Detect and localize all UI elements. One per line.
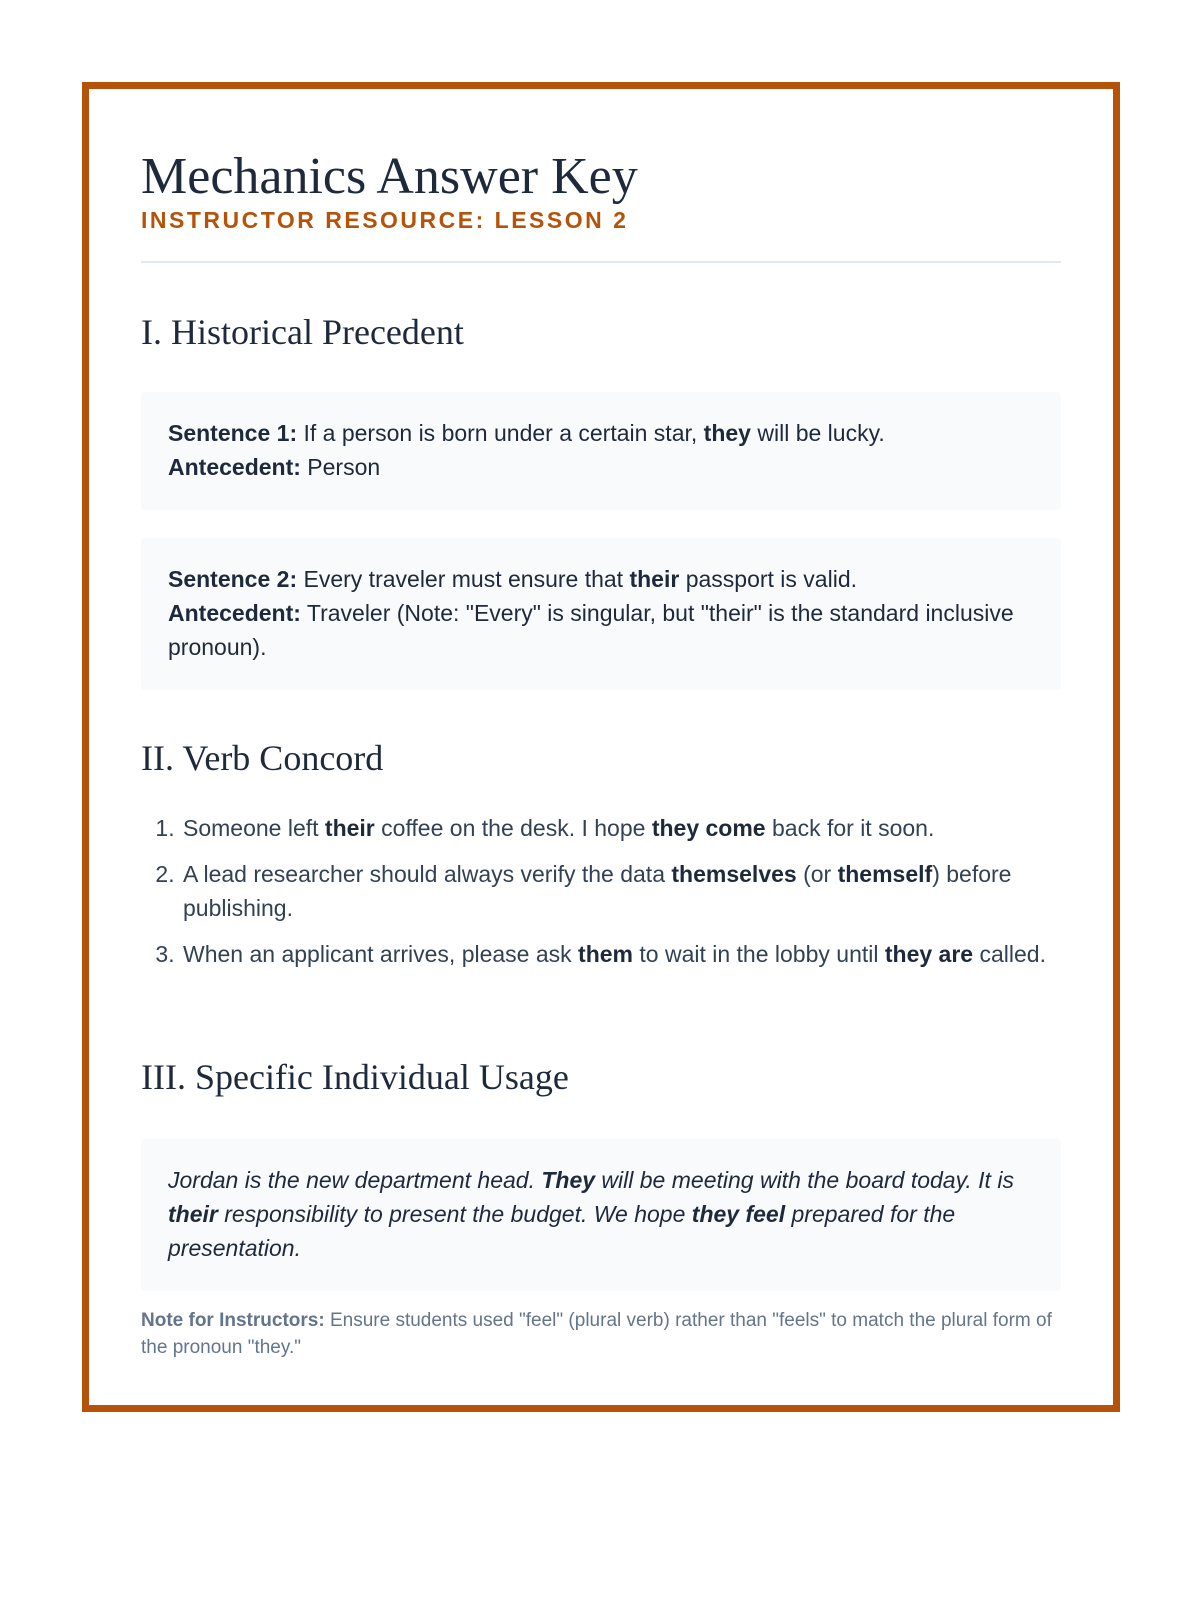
text: passport is valid. — [679, 566, 858, 592]
text: Every traveler must ensure that — [297, 566, 630, 592]
text: to wait in the lobby until — [633, 941, 885, 967]
sentence-box-2 — [141, 538, 1061, 690]
pronoun: themself — [837, 861, 933, 887]
page-title: Mechanics Answer Key — [141, 148, 638, 205]
usage-example-box — [141, 1139, 1061, 1291]
pronoun: they feel — [691, 1201, 786, 1227]
text: back for it soon. — [765, 815, 935, 841]
text: A lead researcher should always verify the data — [183, 861, 672, 887]
text: Jordan is the new department head. — [168, 1167, 542, 1193]
text: responsibility to present the budget. We hope — [217, 1201, 692, 1227]
page-subtitle: INSTRUCTOR RESOURCE: LESSON 2 — [141, 207, 629, 233]
pronoun: they come — [651, 815, 766, 841]
text: will be meeting with the board today. It is — [595, 1167, 1014, 1193]
text: coffee on the desk. I hope — [374, 815, 652, 841]
text: When an applicant arrives, please ask — [183, 941, 579, 967]
sentence-label: Sentence 2: — [168, 566, 298, 592]
instructor-note — [141, 1307, 1061, 1361]
antecedent-label: Antecedent: — [168, 454, 301, 480]
sentence-label: Sentence 1: — [168, 420, 298, 446]
answer-key-card — [82, 82, 1120, 1412]
pronoun: their — [629, 566, 680, 592]
antecedent: Person — [300, 454, 381, 480]
text: prepared for the presentation. — [168, 1201, 956, 1261]
text: If a person is born under a certain star, — [297, 420, 704, 446]
antecedent-label: Antecedent: — [168, 600, 301, 626]
pronoun: their — [168, 1201, 218, 1227]
list-item — [181, 857, 1061, 925]
antecedent: Traveler (Note: "Every" is singular, but "their" is the standard inclusive pronoun). — [168, 600, 1014, 660]
note-label: Note for Instructors: — [141, 1310, 325, 1331]
pronoun: they are — [884, 941, 974, 967]
text: Someone left — [183, 815, 325, 841]
pronoun: they — [703, 420, 751, 446]
text: (or — [796, 861, 838, 887]
text: called. — [973, 941, 1046, 967]
text: will be lucky. — [750, 420, 885, 446]
section-heading-verb-concord: II. Verb Concord — [141, 738, 384, 778]
list-item — [181, 937, 1061, 971]
sentence-box-1 — [141, 392, 1061, 510]
pronoun: their — [324, 815, 375, 841]
pronoun: themselves — [671, 861, 797, 887]
pronoun: them — [578, 941, 633, 967]
section-heading-specific-usage: III. Specific Individual Usage — [141, 1057, 569, 1097]
text: ) before publishing. — [183, 861, 1012, 921]
section-heading-historical: I. Historical Precedent — [141, 312, 464, 352]
verb-concord-list — [141, 811, 1061, 983]
pronoun: They — [541, 1167, 596, 1193]
divider — [141, 261, 1061, 263]
list-item — [181, 811, 1061, 845]
note-text: Ensure students used "feel" (plural verb) rather than "feels" to match the plural form of the pronoun "they." — [141, 1310, 1052, 1358]
